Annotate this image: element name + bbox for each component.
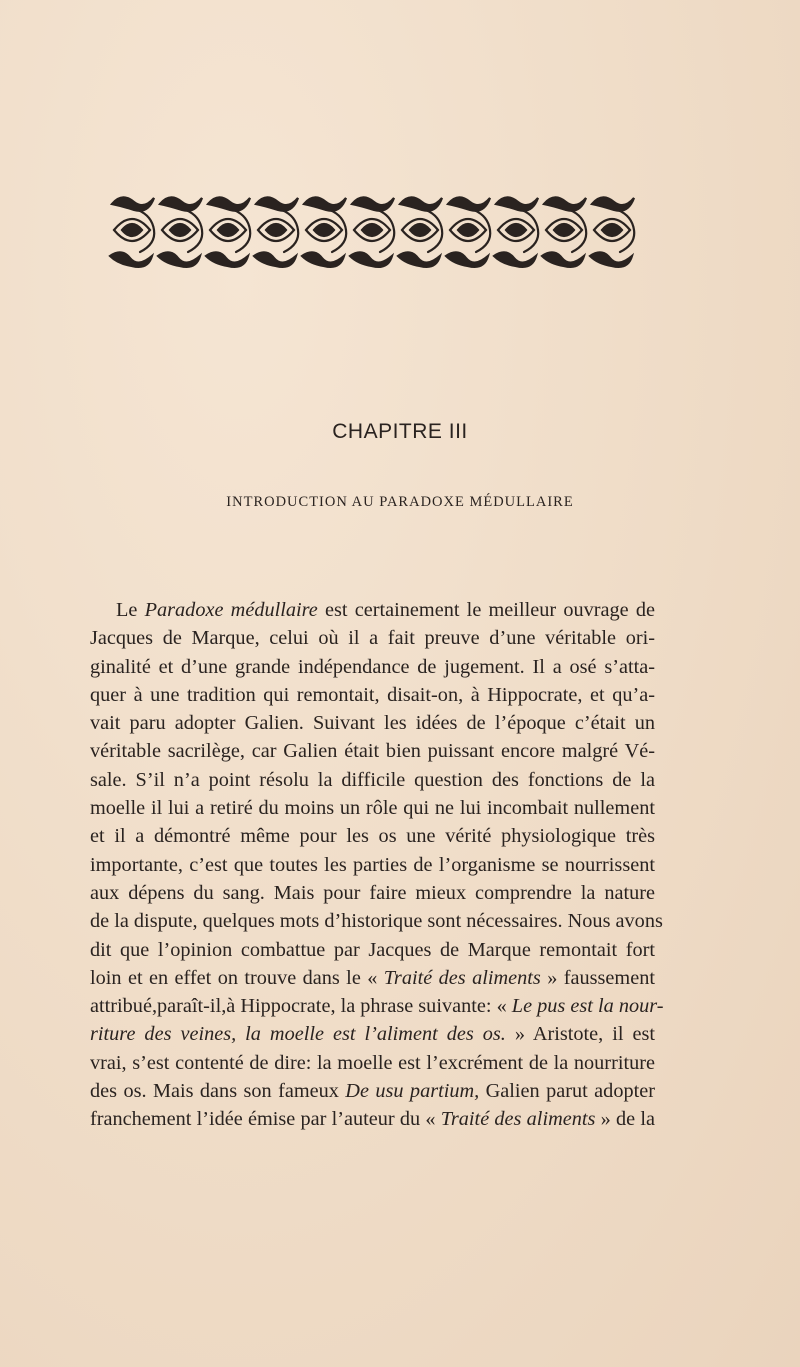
chapter-subtitle: INTRODUCTION AU PARADOXE MÉDULLAIRE	[226, 494, 574, 510]
text-line	[90, 681, 655, 709]
text-line	[90, 1077, 655, 1105]
text-line	[90, 596, 655, 624]
text-segment: de la dispute, quelques mots d’historique sont nécessaires. Nous avons	[90, 910, 663, 933]
italic-text: De usu partium,	[345, 1080, 480, 1103]
text-segment: » faussement	[540, 966, 655, 989]
italic-text: riture des veines, la moelle est l’aliment des os.	[90, 1023, 506, 1046]
text-line	[90, 907, 663, 935]
text-segment: » Aristote, il est	[505, 1023, 655, 1046]
text-segment: moelle il lui a retiré du moins un rôle qui ne lui incombait nullement	[90, 797, 655, 820]
text-segment: ginalité et d’une grande indépendance de jugement. Il a osé s’atta-	[90, 655, 655, 678]
text-line	[90, 766, 655, 794]
text-segment: Galien parut adopter	[479, 1080, 655, 1103]
text-line	[90, 794, 655, 822]
text-segment: des os. Mais dans son fameux	[90, 1080, 346, 1103]
text-line	[90, 964, 655, 992]
text-segment: vrai, s’est contenté de dire: la moelle est l’excrément de la nourriture	[90, 1051, 655, 1074]
text-line	[90, 1020, 655, 1048]
italic-text: Traité des aliments	[383, 966, 541, 989]
text-segment: est certainement le meilleur ouvrage de	[317, 599, 655, 621]
text-segment: Jacques de Marque, celui où il a fait preuve d’une véritable ori-	[90, 627, 655, 650]
text-segment: dit que l’opinion combattue par Jacques de Marque remontait fort	[90, 938, 655, 961]
text-segment: véritable sacrilège, car Galien était bien puissant encore malgré Vé-	[90, 740, 655, 763]
italic-text: Le pus est la nour-	[511, 995, 664, 1018]
text-line	[90, 653, 655, 681]
body-paragraph	[90, 596, 664, 1134]
text-segment: loin et en effet on trouve dans le «	[90, 966, 384, 989]
text-segment: sale. S’il n’a point résolu la difficile question des fonctions de la	[90, 768, 655, 791]
text-line	[90, 936, 655, 964]
text-segment: aux dépens du sang. Mais pour faire mieux comprendre la nature	[90, 881, 655, 904]
text-segment: franchement l’idée émise par l’auteur du «	[90, 1108, 441, 1131]
text-line	[90, 709, 655, 737]
italic-text: Traité des aliments	[440, 1108, 596, 1131]
text-segment: attribué,paraît-il,à Hippocrate, la phrase suivante: «	[90, 995, 512, 1018]
text-line	[90, 624, 655, 652]
text-segment: et il a démontré même pour les os une vérité physiologique très	[90, 825, 655, 848]
text-line	[90, 879, 655, 907]
text-segment: vait paru adopter Galien. Suivant les idées de l’époque c’était un	[90, 712, 655, 735]
text-segment: importante, c’est que toutes les parties de l’organisme se nourrissent	[90, 853, 655, 876]
text-segment: » de la	[595, 1108, 655, 1131]
chapter-title: CHAPITRE III	[332, 420, 468, 443]
text-line	[90, 851, 655, 879]
text-line	[90, 822, 655, 850]
decorative-headpiece-icon	[108, 190, 640, 270]
text-line	[90, 737, 655, 765]
text-segment: quer à une tradition qui remontait, disait-on, à Hippocrate, et qu’a-	[90, 683, 655, 706]
text-line	[90, 1105, 655, 1133]
text-segment: Le	[116, 599, 145, 621]
text-line	[90, 1049, 655, 1077]
italic-text: Paradoxe médullaire	[144, 599, 318, 621]
text-line	[90, 992, 664, 1020]
